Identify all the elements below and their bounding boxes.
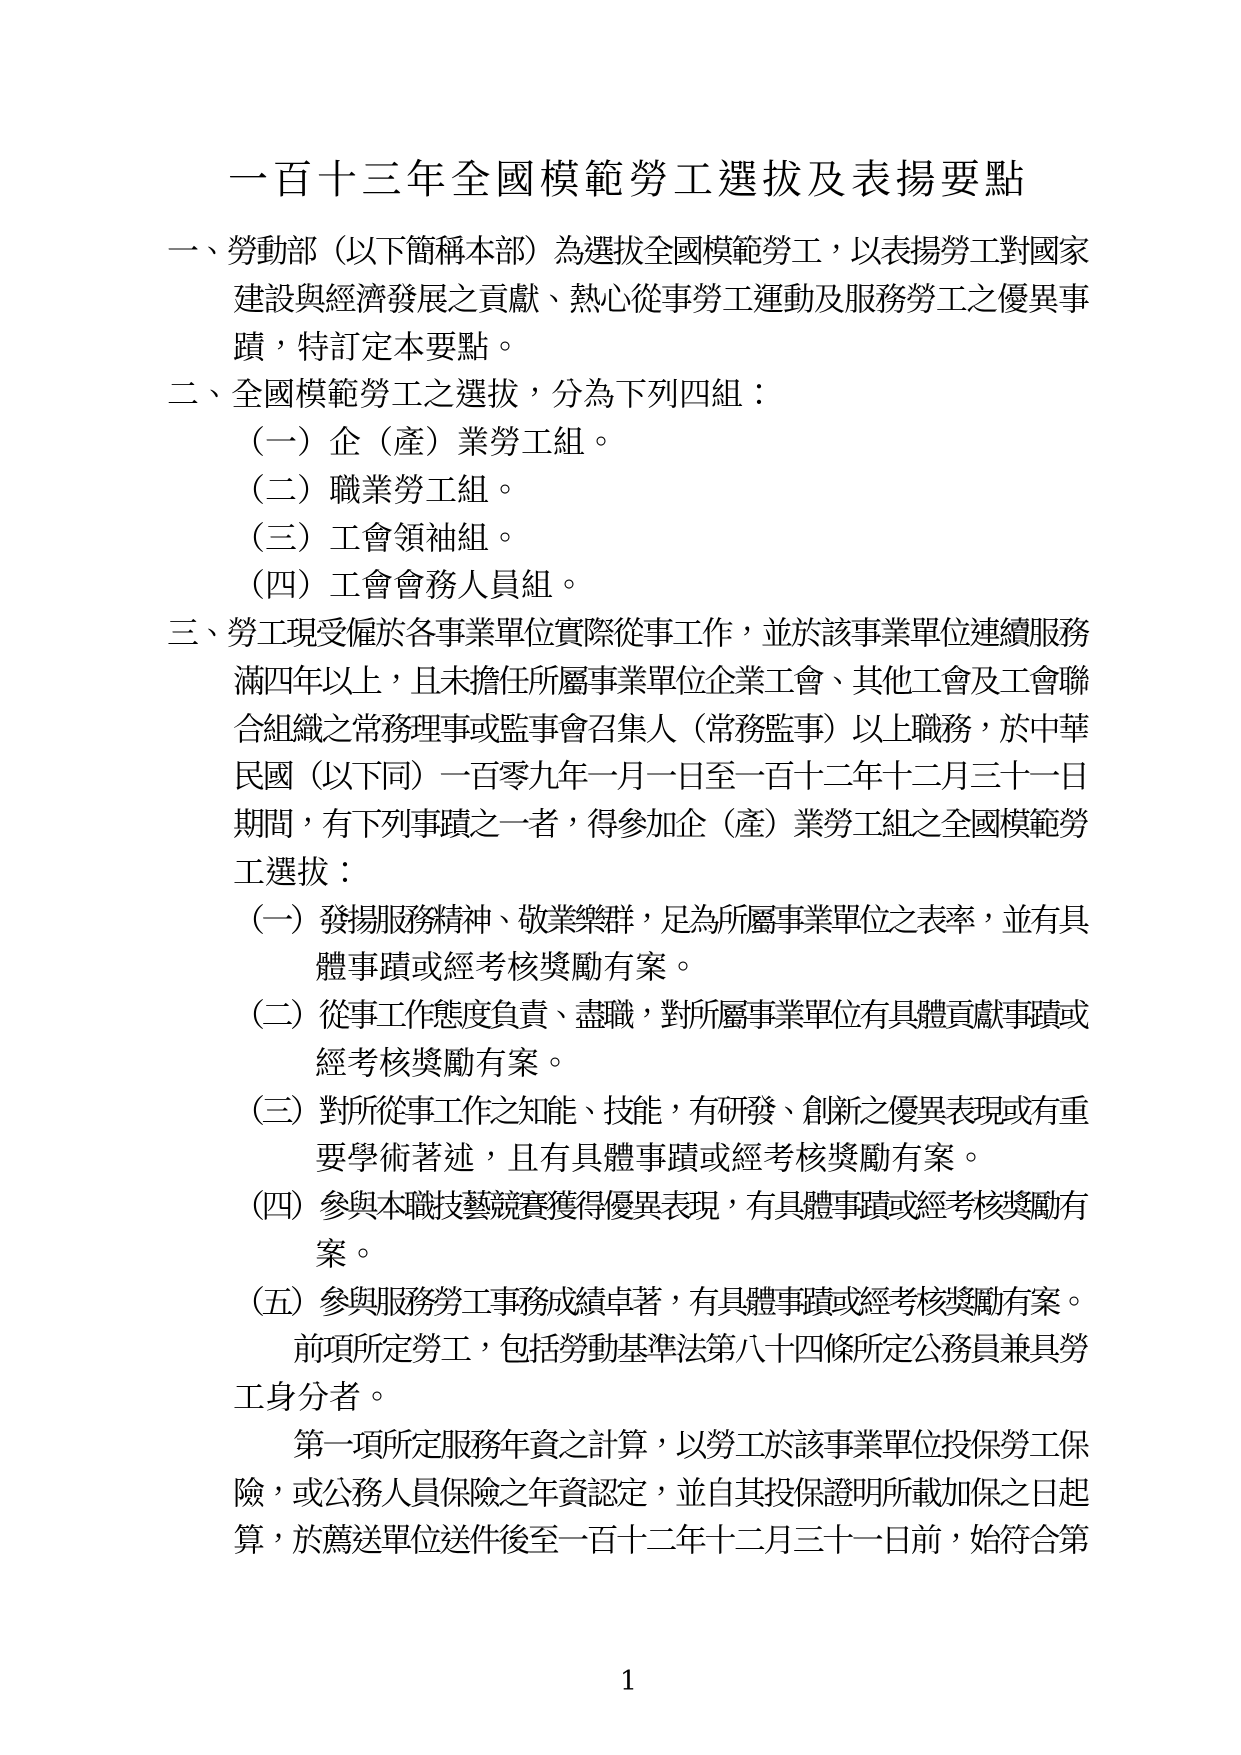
doc-line: 滿四年以上，且未擔任所屬事業單位企業工會、其他工會及工會聯 [233,661,1088,700]
point-3 [167,610,1090,897]
page-footer [167,1668,1090,1695]
doc-line: 第一項所定服務年資之計算，以勞工於該事業單位投保勞工保 [293,1425,1088,1464]
point-2-sub-3 [167,515,1090,563]
doc-line: 民國（以下同）一百零九年一月一日至一百十二年十二月三十一日 [233,757,1088,796]
point-3-para-2 [167,1422,1090,1565]
doc-line: 工身分者。 [233,1378,394,1416]
page-number: 1 [619,1666,638,1697]
point-3-sub-4 [167,1183,1090,1279]
point-3-sub-1 [167,897,1090,993]
doc-line: 一、勞動部（以下簡稱本部）為選拔全國模範勞工，以表揚勞工對國家 [167,232,1088,270]
point-3-sub-5 [167,1279,1090,1327]
document-body [167,228,1090,1565]
doc-line: （一）企（產）業勞工組。 [233,423,618,461]
point-3-para-1 [167,1326,1090,1422]
doc-line: 三、勞工現受僱於各事業單位實際從事工作，並於該事業單位連續服務 [167,614,1088,652]
doc-line: （三）對所從事工作之知能、技能，有研發、創新之優異表現或有重 [233,1091,1087,1130]
doc-line: 蹟，特訂定本要點。 [233,327,522,366]
doc-line: 體事蹟或經考核獎勵有案。 [315,948,700,987]
doc-line: （三）工會領袖組。 [233,518,522,557]
point-2-sub-4 [167,562,1090,610]
doc-line: （四）參與本職技藝競賽獲得優異表現，有具體事蹟或經考核獎勵有 [233,1187,1087,1225]
doc-line: 二、全國模範勞工之選拔，分為下列四組： [167,375,776,414]
doc-line: （一）發揚服務精神、敬業樂群，足為所屬事業單位之表率，並有具 [233,900,1087,939]
doc-line: 要學術著述，且有具體事蹟或經考核獎勵有案。 [315,1139,988,1178]
doc-line: （五）參與服務勞工事務成績卓著，有具體事蹟或經考核獎勵有案。 [233,1282,1087,1321]
doc-line: （四）工會會務人員組。 [233,566,586,605]
point-3-sub-3 [167,1088,1090,1184]
doc-line: 前項所定勞工，包括勞動基準法第八十四條所定公務員兼具勞 [293,1330,1088,1369]
point-2-sub-2 [167,467,1090,515]
doc-line: 險，或公務人員保險之年資認定，並自其投保證明所載加保之日起 [233,1473,1088,1512]
doc-line: 經考核獎勵有案。 [315,1043,572,1082]
doc-line: 算，於薦送單位送件後至一百十二年十二月三十一日前，始符合第 [233,1521,1088,1560]
doc-line: 案。 [315,1234,380,1273]
doc-line: 建設與經濟發展之貢獻、熱心從事勞工運動及服務勞工之優異事 [233,279,1089,318]
doc-line: （二）從事工作態度負責、盡職，對所屬事業單位有具體貢獻事蹟或 [233,996,1087,1034]
point-3-sub-2 [167,992,1090,1088]
point-2 [167,371,1090,419]
point-2-sub-1 [167,419,1090,467]
doc-line: 工選拔： [233,852,362,891]
document-title: 一百十三年全國模範勞工選拔及表揚要點 [228,157,1029,203]
doc-line: 期間，有下列事蹟之一者，得參加企（產）業勞工組之全國模範勞 [233,805,1088,843]
doc-line: 合組織之常務理事或監事會召集人（常務監事）以上職務，於中華 [233,709,1088,748]
point-1 [167,228,1090,371]
doc-line: （二）職業勞工組。 [233,470,522,509]
